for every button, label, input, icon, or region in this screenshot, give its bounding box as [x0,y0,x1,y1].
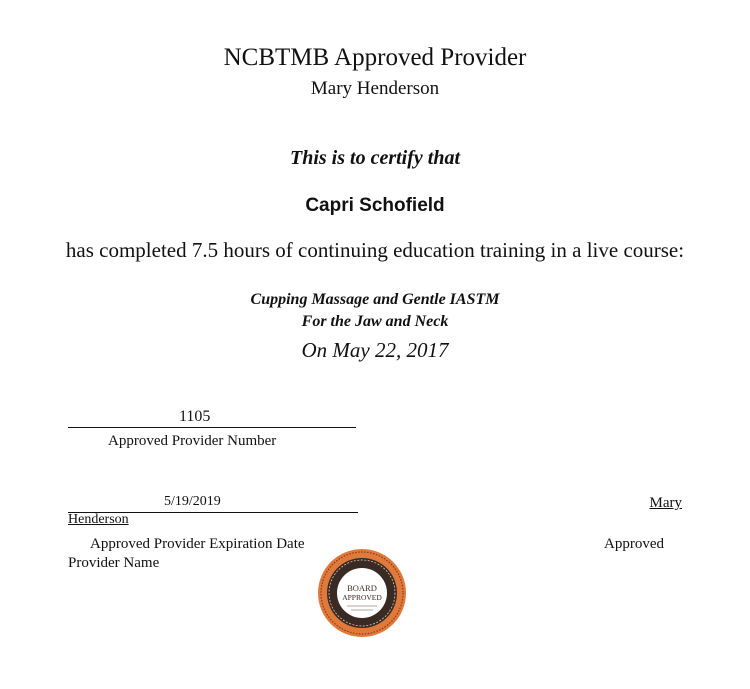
provider-name-value-part-1: Mary [649,495,682,511]
certify-line: This is to certify that [290,147,460,169]
provider-name-heading: Mary Henderson [310,78,440,99]
provider-number-value: 1105 [179,408,211,425]
course-title-line-1: Cupping Massage and Gentle IASTM [250,291,500,308]
expiration-date-label: Approved Provider Expiration Date [90,536,305,552]
provider-number-line [68,407,356,428]
recipient-name: Capri Schofield [305,195,445,216]
expiration-date-value: 5/19/2019 [164,494,221,509]
provider-number-label: Approved Provider Number [108,433,277,449]
board-approved-seal [317,548,407,638]
completion-text: has completed 7.5 hours of continuing education training in a live course: [65,238,685,262]
expiration-date-line [68,492,358,513]
course-date: On May 22, 2017 [301,338,449,362]
seal-text-line-2: APPROVED [342,593,382,602]
certificate-title: NCBTMB Approved Provider [223,44,527,71]
provider-name-label-part-1: Approved [604,536,664,552]
course-title-line-2: For the Jaw and Neck [301,313,449,330]
provider-name-label-part-2: Provider Name [68,555,160,571]
provider-name-value-part-2: Henderson [68,512,129,527]
seal-text-line-1: BOARD [347,583,377,593]
